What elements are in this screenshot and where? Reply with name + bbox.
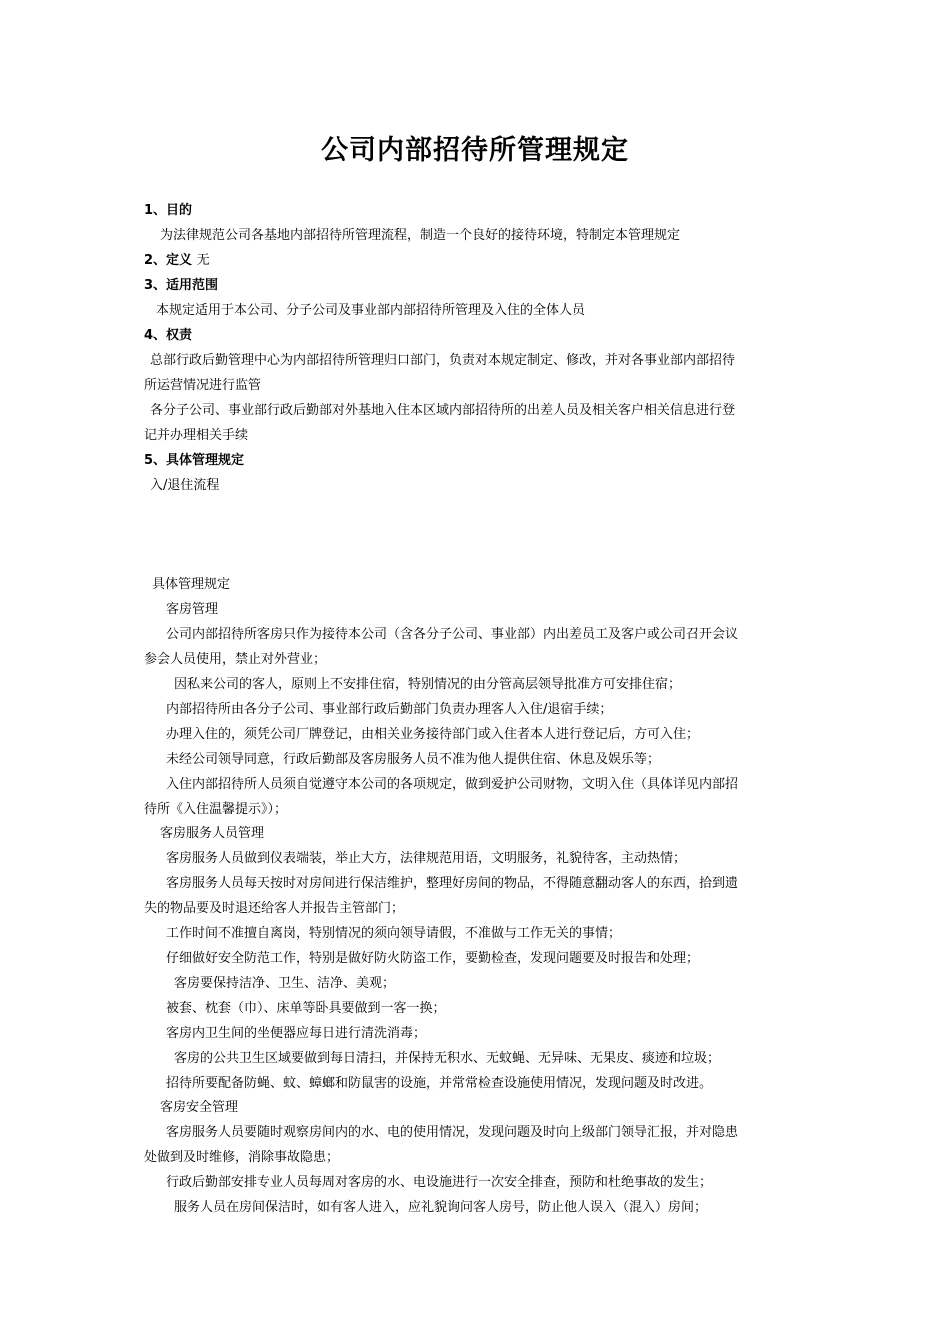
paragraph-line: 客房服务人员做到仪表端装，举止大方，法律规范用语，文明服务，礼貌待客，主动热情； (166, 851, 687, 866)
paragraph-line: 公司内部招待所客房只作为接待本公司（含各分子公司、事业部）内出差员工及客户或公司召开会议 (166, 627, 739, 642)
section-heading-scope: 3、适用范围 (144, 278, 219, 293)
paragraph-line: 总部行政后勤管理中心为内部招待所管理归口部门，负责对本规定制定、修改，并对各事业部内部招待 (150, 353, 736, 368)
subheading: 客房管理 (166, 602, 219, 617)
section-heading-label: 2、定义 (144, 253, 193, 268)
paragraph-line: 客房服务人员要随时观察房间内的水、电的使用情况，发现问题及时向上级部门领导汇报，并对隐患 (166, 1125, 739, 1140)
subheading: 客房安全管理 (160, 1100, 239, 1115)
paragraph-line: 所运营情况进行监管 (144, 378, 262, 393)
section-heading-purpose: 1、目的 (144, 203, 193, 218)
paragraph-line: 入住内部招待所人员须自觉遵守本公司的各项规定，做到爱护公司财物，文明入住（具体详见内部招 (166, 777, 739, 792)
section-heading-definition (144, 251, 210, 271)
paragraph-line: 客房的公共卫生区域要做到每日清扫，并保持无积水、无蚊蝇、无异味、无果皮、痰迹和垃圾； (174, 1051, 721, 1066)
paragraph-line: 本规定适用于本公司、分子公司及事业部内部招待所管理及入住的全体人员 (156, 303, 586, 318)
paragraph-line: 参会人员使用，禁止对外营业； (144, 652, 327, 667)
subheading: 具体管理规定 (152, 577, 231, 592)
paragraph-line: 客房内卫生间的坐便器应每日进行清洗消毒； (166, 1026, 427, 1041)
paragraph-line: 入/退住流程 (150, 478, 220, 493)
paragraph-line: 内部招待所由各分子公司、事业部行政后勤部门负责办理客人入住/退宿手续； (166, 702, 613, 717)
subheading: 客房服务人员管理 (160, 826, 265, 841)
paragraph-line: 记并办理相关手续 (144, 428, 249, 443)
paragraph-line: 为法律规范公司各基地内部招待所管理流程，制造一个良好的接待环境，特制定本管理规定 (160, 228, 681, 243)
definition-value: 无 (196, 253, 210, 268)
paragraph-line: 办理入住的，须凭公司厂牌登记，由相关业务接待部门或入住者本人进行登记后，方可入住； (166, 727, 700, 742)
paragraph-line: 服务人员在房间保洁时，如有客人进入，应礼貌询问客人房号，防止他人误入（混入）房间； (174, 1200, 708, 1215)
paragraph-line: 仔细做好安全防范工作，特别是做好防火防盗工作，要勤检查，发现问题要及时报告和处理； (166, 951, 700, 966)
paragraph-line: 招待所要配备防蝇、蚊、蟑螂和防鼠害的设施，并常常检查设施使用情况，发现问题及时改进。 (166, 1076, 713, 1091)
document-title: 公司内部招待所管理规定 (321, 135, 629, 166)
paragraph-line: 客房服务人员每天按时对房间进行保洁维护，整理好房间的物品，不得随意翻动客人的东西，拾到遗 (166, 876, 739, 891)
paragraph-line: 待所《入住温馨提示》）； (144, 802, 288, 817)
paragraph-line: 各分子公司、事业部行政后勤部对外基地入住本区域内部招待所的出差人员及相关客户相关信息进行登 (150, 403, 736, 418)
paragraph-line: 行政后勤部安排专业人员每周对客房的水、电设施进行一次安全排查，预防和杜绝事故的发生； (166, 1175, 713, 1190)
paragraph-line: 处做到及时维修，消除事故隐患； (144, 1150, 340, 1165)
section-heading-regulations: 5、具体管理规定 (144, 453, 245, 468)
paragraph-line: 工作时间不准擅自离岗，特别情况的须向领导请假，不准做与工作无关的事情； (166, 926, 622, 941)
paragraph-line: 因私来公司的客人，原则上不安排住宿，特别情况的由分管高层领导批准方可安排住宿； (174, 677, 682, 692)
paragraph-line: 被套、枕套（巾）、床单等卧具要做到一客一换； (166, 1001, 446, 1016)
paragraph-line: 失的物品要及时退还给客人并报告主管部门； (144, 901, 405, 916)
paragraph-line: 客房要保持洁净、卫生、洁净、美观； (174, 976, 396, 991)
paragraph-line: 未经公司领导同意，行政后勤部及客房服务人员不准为他人提供住宿、休息及娱乐等； (166, 752, 661, 767)
section-heading-responsibility: 4、权责 (144, 328, 193, 343)
